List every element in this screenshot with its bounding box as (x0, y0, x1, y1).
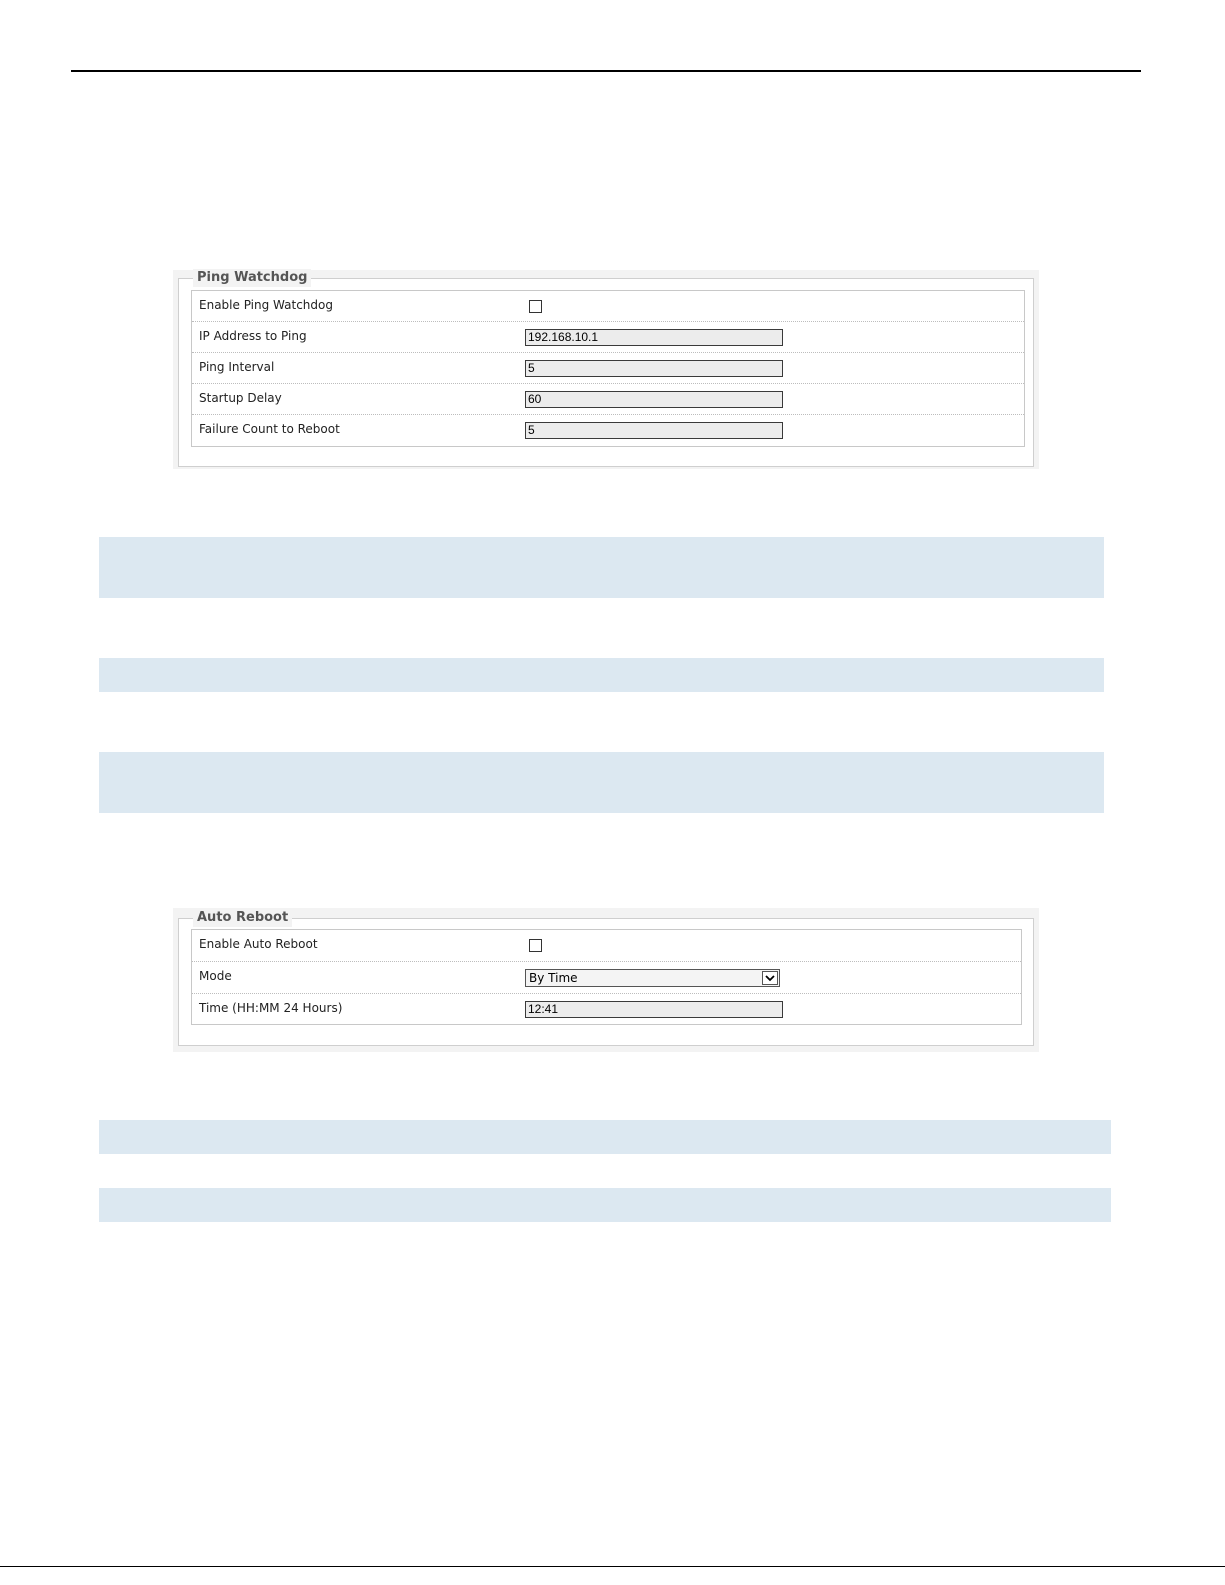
note-band-5 (99, 1188, 1111, 1222)
ping-watchdog-legend: Ping Watchdog (193, 269, 311, 287)
enable-ping-watchdog-label: Enable Ping Watchdog (199, 298, 333, 312)
startup-delay-label: Startup Delay (199, 391, 282, 405)
startup-delay-input[interactable]: 60 (525, 391, 783, 408)
row-startup-delay (192, 384, 1024, 415)
time-label: Time (HH:MM 24 Hours) (199, 1001, 343, 1015)
row-enable-auto-reboot (192, 930, 1021, 962)
mode-select-value: By Time (529, 971, 578, 985)
enable-auto-reboot-label: Enable Auto Reboot (199, 937, 318, 951)
ping-watchdog-panel (173, 270, 1039, 469)
chevron-down-icon[interactable] (762, 971, 778, 985)
failure-count-to-reboot-label: Failure Count to Reboot (199, 422, 340, 436)
bottom-rule (0, 1566, 1225, 1567)
auto-reboot-legend: Auto Reboot (193, 909, 292, 927)
ping-interval-label: Ping Interval (199, 360, 275, 374)
auto-reboot-fieldset (178, 910, 1034, 1046)
ip-address-to-ping-input[interactable]: 192.168.10.1 (525, 329, 783, 346)
top-rule (71, 70, 1141, 72)
enable-auto-reboot-checkbox[interactable] (529, 939, 542, 952)
note-band-4 (99, 1120, 1111, 1154)
row-ping-interval (192, 353, 1024, 384)
mode-select[interactable] (525, 969, 780, 987)
row-ip-address-to-ping (192, 322, 1024, 353)
ping-watchdog-fieldset (178, 270, 1034, 467)
enable-ping-watchdog-checkbox[interactable] (529, 300, 542, 313)
note-band-3 (99, 752, 1104, 813)
row-failure-count-to-reboot (192, 415, 1024, 446)
row-enable-ping-watchdog (192, 291, 1024, 322)
note-band-2 (99, 658, 1104, 692)
ping-interval-input[interactable]: 5 (525, 360, 783, 377)
auto-reboot-panel (173, 908, 1039, 1052)
time-input[interactable]: 12:41 (525, 1001, 783, 1018)
mode-label: Mode (199, 969, 232, 983)
note-band-1 (99, 537, 1104, 598)
failure-count-to-reboot-input[interactable]: 5 (525, 422, 783, 439)
auto-reboot-table (191, 929, 1022, 1025)
row-mode (192, 962, 1021, 994)
ping-watchdog-table (191, 290, 1025, 447)
ip-address-to-ping-label: IP Address to Ping (199, 329, 307, 343)
row-time (192, 994, 1021, 1025)
